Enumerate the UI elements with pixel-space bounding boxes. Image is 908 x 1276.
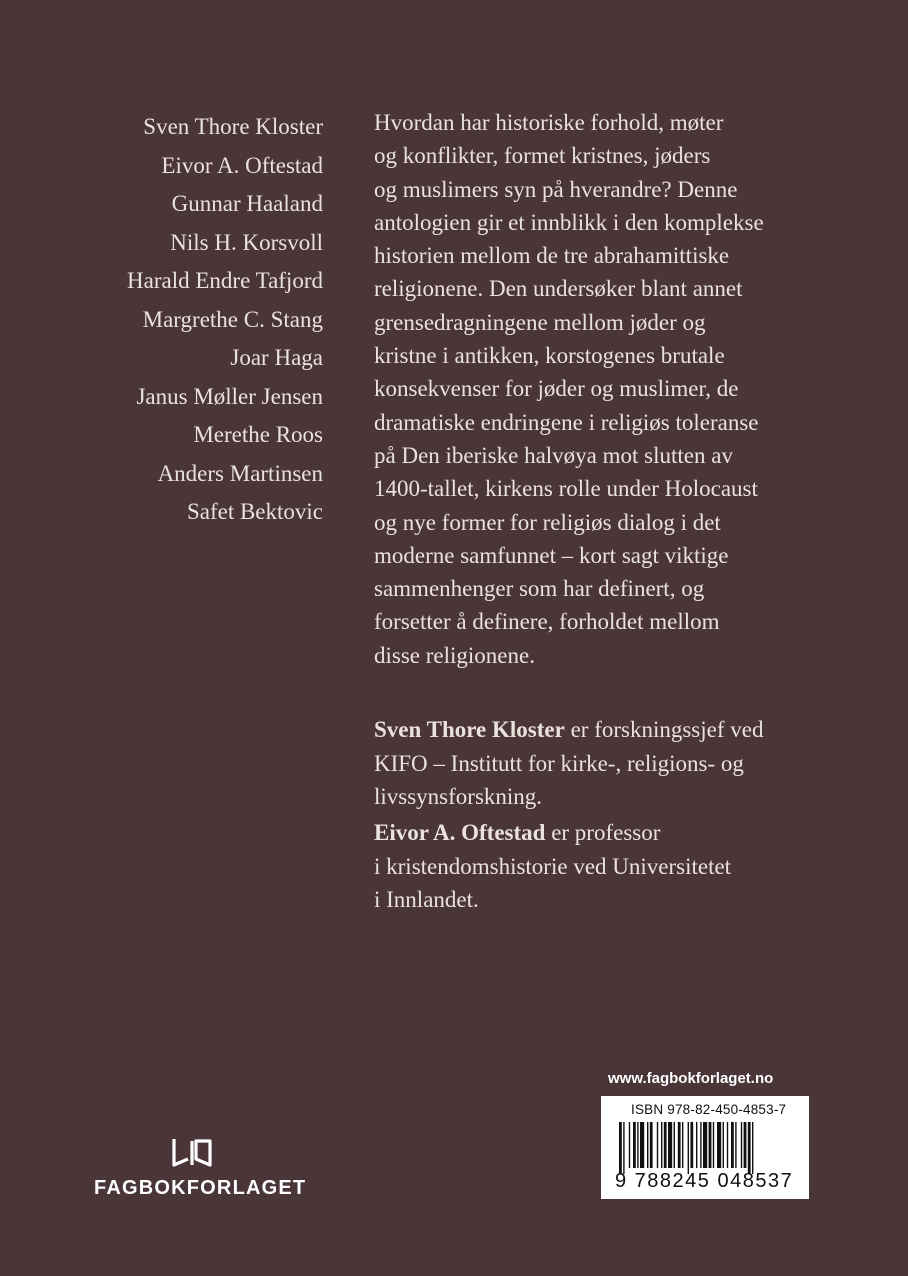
blurb-line: disse religionene.	[374, 642, 535, 668]
barcode-bar	[735, 1122, 736, 1168]
barcode-bar	[650, 1122, 653, 1168]
author-name: Harald Endre Tafjord	[127, 268, 323, 293]
author-name: Eivor A. Oftestad	[161, 152, 323, 178]
author-name: Gunnar Haaland	[171, 191, 323, 216]
blurb-line: 1400-tallet, kirkens rolle under Holocaust	[374, 476, 758, 502]
barcode-bar	[637, 1122, 638, 1168]
blurb-line: og nye former for religiøs dialog i det	[374, 509, 721, 535]
bio-text: i Innlandet.	[374, 887, 479, 912]
author-name: Janus Møller Jensen	[136, 383, 323, 409]
barcode-bar	[619, 1122, 622, 1174]
isbn-label: ISBN 978-82-450-4853-7	[631, 1102, 787, 1117]
bio-text: er professor	[545, 820, 661, 845]
editor-name: Eivor A. Oftestad	[374, 820, 546, 845]
blurb-line: religionene. Den undersøker blant annet	[374, 276, 743, 302]
blurb-line: antologien gir et innblikk i den komplekse	[374, 209, 764, 235]
author-name: Margrethe C. Stang	[142, 306, 323, 332]
barcode-bar	[682, 1122, 683, 1168]
barcode-bar	[744, 1122, 747, 1168]
barcode-bar	[668, 1122, 672, 1168]
blurb-line: konsekvenser for jøder og muslimer, de	[374, 376, 739, 402]
publisher-name: FAGBOKFORLAGET	[94, 1177, 307, 1199]
barcode-bar	[647, 1122, 648, 1168]
blurb-line: og muslimers syn på hverandre? Denne	[374, 176, 738, 202]
editor-bio-kloster	[374, 713, 844, 814]
bio-text: livssynsforskning.	[374, 784, 543, 809]
author-name: Safet Bektovic	[186, 499, 323, 524]
blurb-line: dramatiske endringene i religiøs toleranse	[374, 409, 759, 435]
barcode-bars	[601, 1122, 809, 1174]
blurb-line: moderne samfunnet – kort sagt viktige	[374, 542, 729, 568]
barcode-bar	[674, 1122, 675, 1168]
barcode-bar	[629, 1122, 630, 1168]
back-cover-blurb	[374, 106, 844, 672]
blurb-line: forsetter å definere, forholdet mellom	[374, 609, 720, 635]
blurb-line: grensedragningene mellom jøder og	[374, 309, 706, 335]
bio-text: er forskningssjef ved	[564, 717, 764, 742]
blurb-line: Hvordan har historiske forhold, møter	[374, 110, 724, 135]
barcode-bar	[748, 1122, 751, 1174]
barcode-bar	[664, 1122, 667, 1168]
barcode-bar	[661, 1122, 662, 1168]
blurb-line: og konflikter, formet kristnes, jøders	[374, 143, 711, 169]
barcode-digits: 9 788245 048537	[615, 1170, 794, 1192]
barcode-bar	[723, 1122, 724, 1168]
barcode-bar	[703, 1122, 707, 1168]
barcode-bar	[623, 1122, 624, 1174]
barcode-bar	[633, 1122, 636, 1168]
barcode-bar	[640, 1122, 644, 1168]
blurb-line: sammenhenger som har definert, og	[374, 576, 705, 602]
barcode-bar	[727, 1122, 728, 1168]
author-name: Sven Thore Kloster	[143, 114, 323, 139]
blurb-line: historien mellom de tre abrahamittiske	[374, 243, 730, 269]
barcode-bar	[709, 1122, 712, 1168]
open-book-logo-icon	[170, 1135, 214, 1169]
editor-name: Sven Thore Kloster	[374, 717, 565, 742]
barcode-bar	[700, 1122, 701, 1168]
barcode-bar	[696, 1122, 697, 1168]
author-name: Anders Martinsen	[157, 460, 323, 486]
barcode-bar	[713, 1122, 714, 1168]
barcode-bar	[717, 1122, 721, 1168]
barcode-bar	[678, 1122, 681, 1168]
bio-text: i kristendomshistorie ved Universitetet	[374, 853, 732, 879]
isbn-barcode	[601, 1096, 809, 1199]
publisher-website: www.fagbokforlaget.no	[608, 1070, 774, 1087]
barcode-bar	[688, 1122, 689, 1174]
publisher-logo	[94, 1133, 307, 1213]
bio-text: KIFO – Institutt for kirke-, religions- og	[374, 750, 744, 776]
blurb-line: kristne i antikken, korstogenes brutale	[374, 343, 725, 369]
author-list	[127, 108, 323, 532]
author-name: Joar Haga	[230, 345, 323, 370]
barcode-bar	[690, 1122, 693, 1168]
barcode-bar	[741, 1122, 742, 1168]
barcode-bar	[657, 1122, 658, 1168]
barcode-bar	[731, 1122, 734, 1168]
blurb-line: på Den iberiske halvøya mot slutten av	[374, 442, 733, 468]
author-name: Merethe Roos	[193, 422, 323, 447]
editor-bio-oftestad	[374, 816, 844, 917]
barcode-bar	[752, 1122, 753, 1174]
author-name: Nils H. Korsvoll	[170, 229, 323, 255]
